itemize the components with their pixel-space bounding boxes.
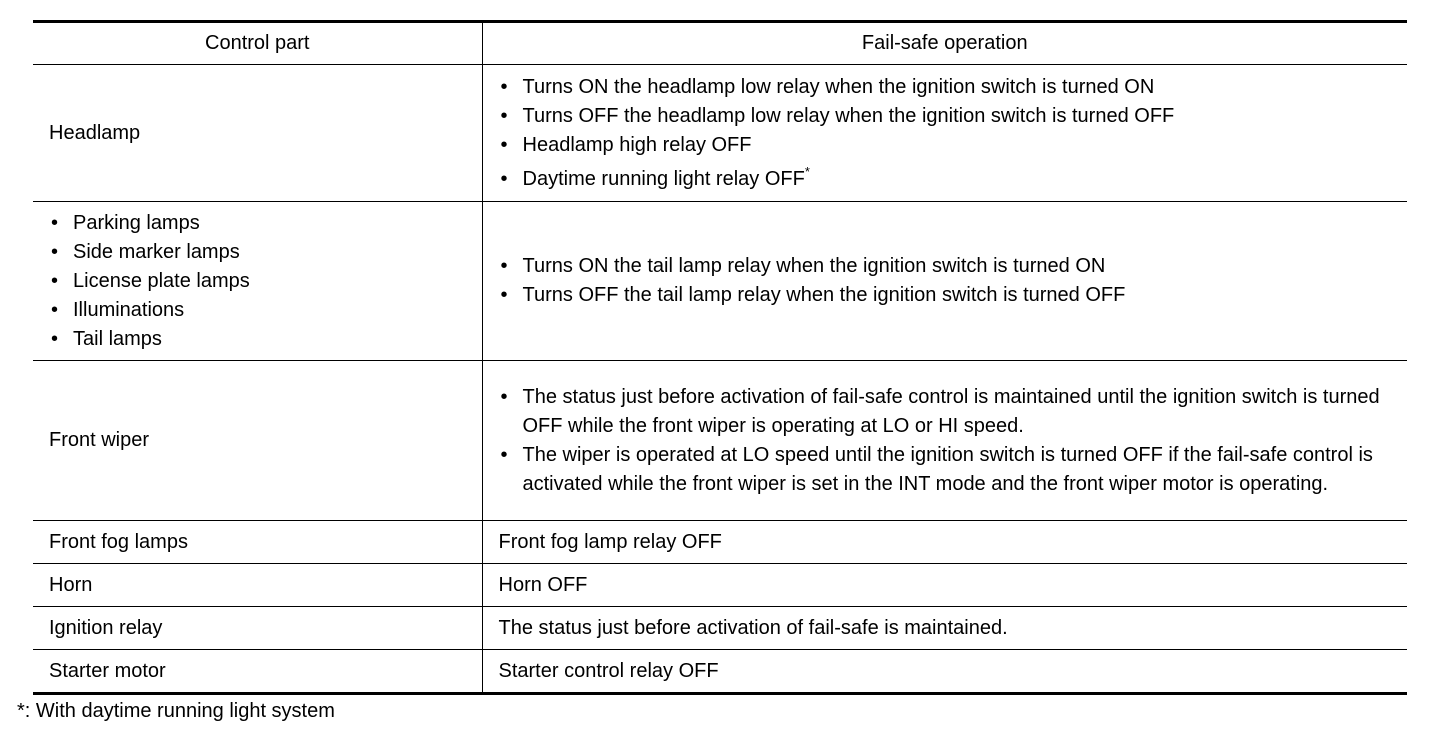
- header-control-part: Control part: [33, 22, 482, 65]
- operation-cell: Starter control relay OFF: [482, 650, 1407, 694]
- list-item: • Tail lamps: [49, 325, 466, 354]
- table-row: [33, 607, 1407, 650]
- control-part-cell: Headlamp: [33, 65, 482, 202]
- control-part-list: [49, 209, 466, 354]
- list-item: [499, 165, 1392, 194]
- table-row: [33, 65, 1407, 202]
- table-row: [33, 650, 1407, 694]
- operation-list: [499, 252, 1392, 310]
- control-part-cell: Ignition relay: [33, 607, 482, 650]
- list-item: • Turns OFF the tail lamp relay when the ignition switch is turned OFF: [499, 281, 1392, 310]
- operation-cell: [482, 361, 1407, 521]
- list-item: • Illuminations: [49, 296, 466, 325]
- list-item: • Headlamp high relay OFF: [499, 131, 1392, 160]
- operation-list: [499, 383, 1392, 499]
- control-part-cell: Horn: [33, 564, 482, 607]
- list-item: • Turns ON the headlamp low relay when the ignition switch is turned ON: [499, 73, 1392, 102]
- table-row: [33, 202, 1407, 361]
- control-part-cell: Front wiper: [33, 361, 482, 521]
- operation-cell: Front fog lamp relay OFF: [482, 521, 1407, 564]
- control-part-cell: Front fog lamps: [33, 521, 482, 564]
- operation-cell: Horn OFF: [482, 564, 1407, 607]
- fail-safe-table: [33, 20, 1407, 695]
- list-item: • The status just before activation of fail-safe control is maintained until the ignition switch is turned OFF while the front wiper is operating at LO or HI speed.: [499, 383, 1392, 441]
- table-row: [33, 521, 1407, 564]
- list-item: • The wiper is operated at LO speed until the ignition switch is turned OFF if the fail-safe control is activated while the front wiper is set in the INT mode and the front wiper motor is operating.: [499, 441, 1392, 499]
- operation-cell: [482, 65, 1407, 202]
- table-header-row: [33, 22, 1407, 65]
- list-item: • Turns OFF the headlamp low relay when the ignition switch is turned OFF: [499, 102, 1392, 131]
- table-row: [33, 361, 1407, 521]
- list-item: • Parking lamps: [49, 209, 466, 238]
- operation-cell: [482, 202, 1407, 361]
- control-part-cell: Starter motor: [33, 650, 482, 694]
- operation-cell: The status just before activation of fail-safe is maintained.: [482, 607, 1407, 650]
- control-part-cell: [33, 202, 482, 361]
- footnote-marker: *: [804, 163, 810, 179]
- footnote: *: With daytime running light system: [17, 700, 335, 722]
- list-item-text: Daytime running light relay OFF: [522, 167, 805, 190]
- operation-list: [499, 73, 1392, 194]
- table-row: [33, 564, 1407, 607]
- list-item: • License plate lamps: [49, 267, 466, 296]
- header-fail-safe-operation: Fail-safe operation: [482, 22, 1407, 65]
- list-item: • Turns ON the tail lamp relay when the ignition switch is turned ON: [499, 252, 1392, 281]
- list-item: • Side marker lamps: [49, 238, 466, 267]
